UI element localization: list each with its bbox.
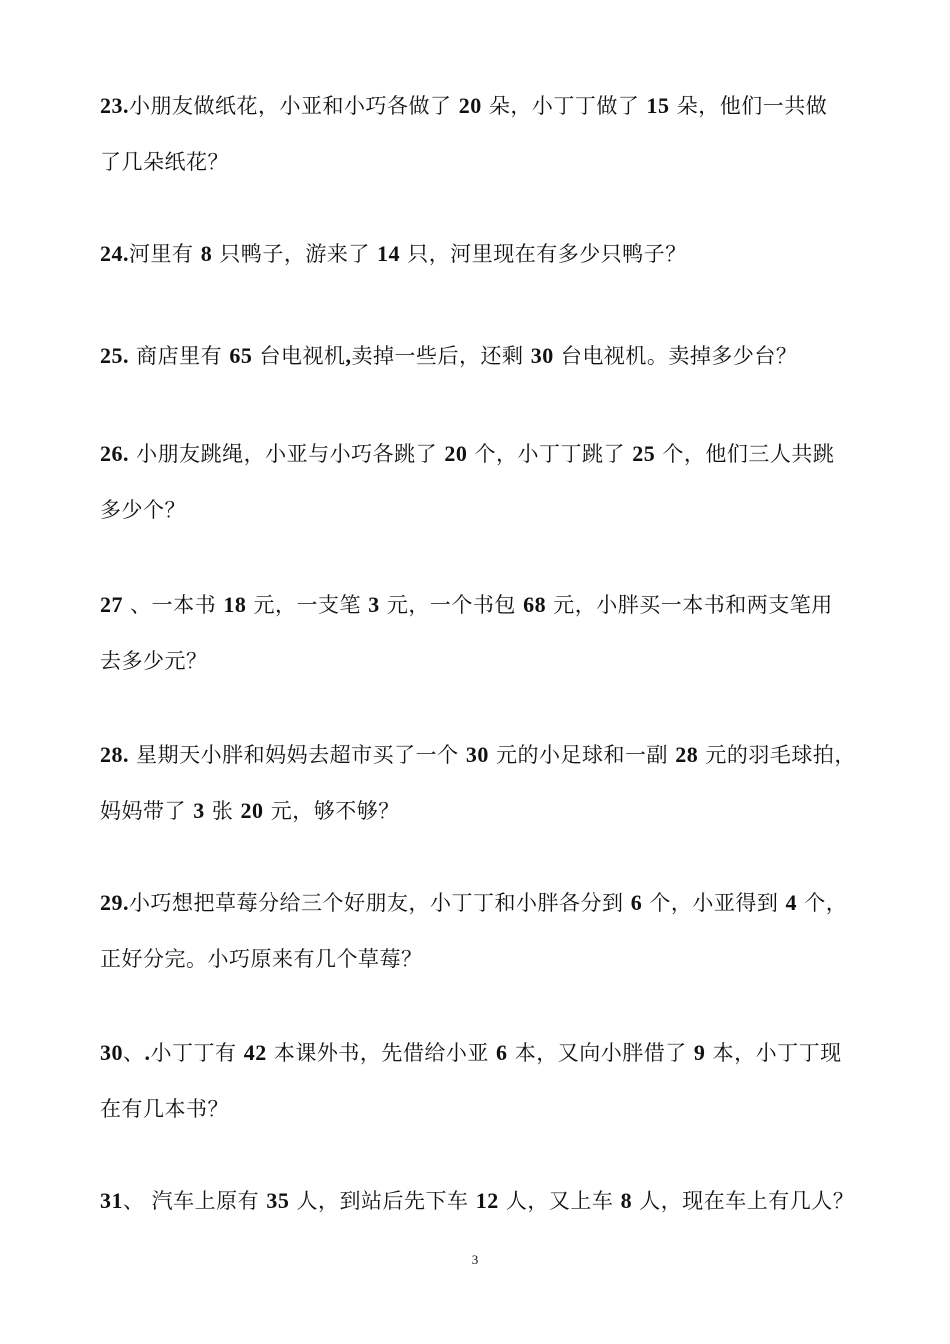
- problem-text: 妈妈带了: [100, 799, 194, 823]
- problem-text: 人，到站后先下车: [289, 1189, 476, 1213]
- page-number: 3: [471, 1252, 479, 1267]
- bold-number: 30: [100, 1040, 123, 1065]
- bold-number: 4: [785, 890, 798, 915]
- bold-number: 14: [377, 241, 401, 266]
- problem-line: [100, 1025, 870, 1081]
- problem-text: 多少个？: [100, 498, 186, 522]
- problem-text: 河里有: [129, 242, 201, 266]
- bold-number: 20: [444, 441, 468, 466]
- problem-line: [100, 226, 870, 282]
- problem-text: 小巧想把草莓分给三个好朋友，小丁丁和小胖各分到: [129, 891, 631, 915]
- bold-number: 28.: [100, 742, 129, 767]
- bold-number: 42: [243, 1040, 267, 1065]
- problem-line: [100, 931, 870, 987]
- problem-text: 本，小丁丁现: [705, 1041, 842, 1065]
- bold-number: 25: [632, 441, 656, 466]
- problem-text: 小朋友做纸花，小亚和小巧各做了: [129, 94, 459, 118]
- problem-29: [100, 875, 870, 987]
- bold-number: 12: [475, 1188, 499, 1213]
- bold-number: 65: [229, 343, 253, 368]
- problem-text: 只鸭子，游来了: [212, 242, 378, 266]
- problem-text: 台电视机: [252, 344, 346, 368]
- bold-number: 31: [100, 1188, 123, 1213]
- bold-number: 26.: [100, 441, 129, 466]
- problem-line: [100, 1173, 870, 1229]
- problem-text: 朵，他们一共做: [669, 94, 828, 118]
- problem-28: [100, 727, 870, 839]
- bold-number: 8: [200, 241, 213, 266]
- problem-line: [100, 78, 870, 134]
- bold-number: 6: [496, 1040, 508, 1065]
- bold-number: 28: [675, 742, 699, 767]
- problem-line: [100, 727, 870, 783]
- problem-text: 人，又上车: [498, 1189, 621, 1213]
- bold-number: 68: [523, 592, 547, 617]
- problem-text: 张: [204, 799, 241, 823]
- problem-text: 个，小丁丁跳了: [467, 442, 633, 466]
- bold-number: 15: [646, 93, 670, 118]
- problem-line: [100, 633, 870, 689]
- problem-text: 、: [123, 1041, 145, 1065]
- problem-26: [100, 426, 870, 538]
- problem-text: 个，小亚得到: [642, 891, 786, 915]
- bold-number: 27: [100, 592, 123, 617]
- bold-number: 23.: [100, 93, 129, 118]
- bold-number: 24.: [100, 241, 129, 266]
- problem-text: 个，他们三人共跳: [655, 442, 835, 466]
- problem-text: 只，河里现在有多少只鸭子？: [400, 242, 687, 266]
- problem-text: 元的小足球和一副: [488, 743, 676, 767]
- bold-number: .: [144, 1040, 151, 1065]
- problem-27: [100, 577, 870, 689]
- problem-text: 去多少元？: [100, 649, 208, 673]
- bold-number: 20: [240, 798, 264, 823]
- bold-number: 6: [630, 890, 643, 915]
- bold-number: 20: [458, 93, 482, 118]
- bold-number: ,: [345, 343, 352, 368]
- problem-text: 元，够不够？: [263, 799, 400, 823]
- problem-line: [100, 577, 870, 633]
- problem-text: 人，现在车上有几人？: [632, 1189, 855, 1213]
- bold-number: 29.: [100, 890, 129, 915]
- bold-number: 3: [368, 592, 380, 617]
- problem-line: [100, 875, 870, 931]
- problem-text: 元，一支笔: [246, 593, 369, 617]
- problem-text: 、 汽车上原有: [123, 1189, 267, 1213]
- problem-text: 台电视机。卖掉多少台？: [553, 344, 798, 368]
- problem-line: [100, 134, 870, 190]
- problem-text: 卖掉一些后，还剩: [351, 344, 531, 368]
- problem-24: [100, 226, 870, 282]
- bold-number: 18: [223, 592, 247, 617]
- problem-text: 本课外书，先借给小亚: [266, 1041, 497, 1065]
- bold-number: 30: [530, 343, 554, 368]
- problem-line: [100, 328, 870, 384]
- problem-text: 元，小胖买一本书和两支笔用: [546, 593, 833, 617]
- problem-text: 元的羽毛球拍，: [698, 743, 856, 767]
- problem-text: 商店里有: [129, 344, 230, 368]
- problem-text: 小丁丁有: [150, 1041, 244, 1065]
- bold-number: 9: [693, 1040, 706, 1065]
- problem-text: 朵，小丁丁做了: [481, 94, 647, 118]
- problem-text: 本，又向小胖借了: [507, 1041, 694, 1065]
- problem-text: 小朋友跳绳，小亚与小巧各跳了: [129, 442, 445, 466]
- bold-number: 3: [193, 798, 205, 823]
- problem-23: [100, 78, 870, 190]
- problem-25: [100, 328, 870, 384]
- bold-number: 25.: [100, 343, 129, 368]
- problem-line: [100, 783, 870, 839]
- problem-line: [100, 482, 870, 538]
- problem-text: 元，一个书包: [379, 593, 524, 617]
- problem-line: [100, 426, 870, 482]
- problem-text: 了几朵纸花？: [100, 150, 229, 174]
- problem-text: 在有几本书？: [100, 1097, 229, 1121]
- bold-number: 30: [465, 742, 489, 767]
- bold-number: 35: [266, 1188, 290, 1213]
- problem-30: [100, 1025, 870, 1137]
- bold-number: 8: [620, 1188, 633, 1213]
- problem-text: 、一本书: [123, 593, 224, 617]
- problem-line: [100, 1081, 870, 1137]
- problem-text: 正好分完。小巧原来有几个草莓？: [100, 947, 423, 971]
- problem-31: [100, 1173, 870, 1229]
- problem-text: 个，: [797, 891, 848, 915]
- problem-text: 星期天小胖和妈妈去超市买了一个: [129, 743, 466, 767]
